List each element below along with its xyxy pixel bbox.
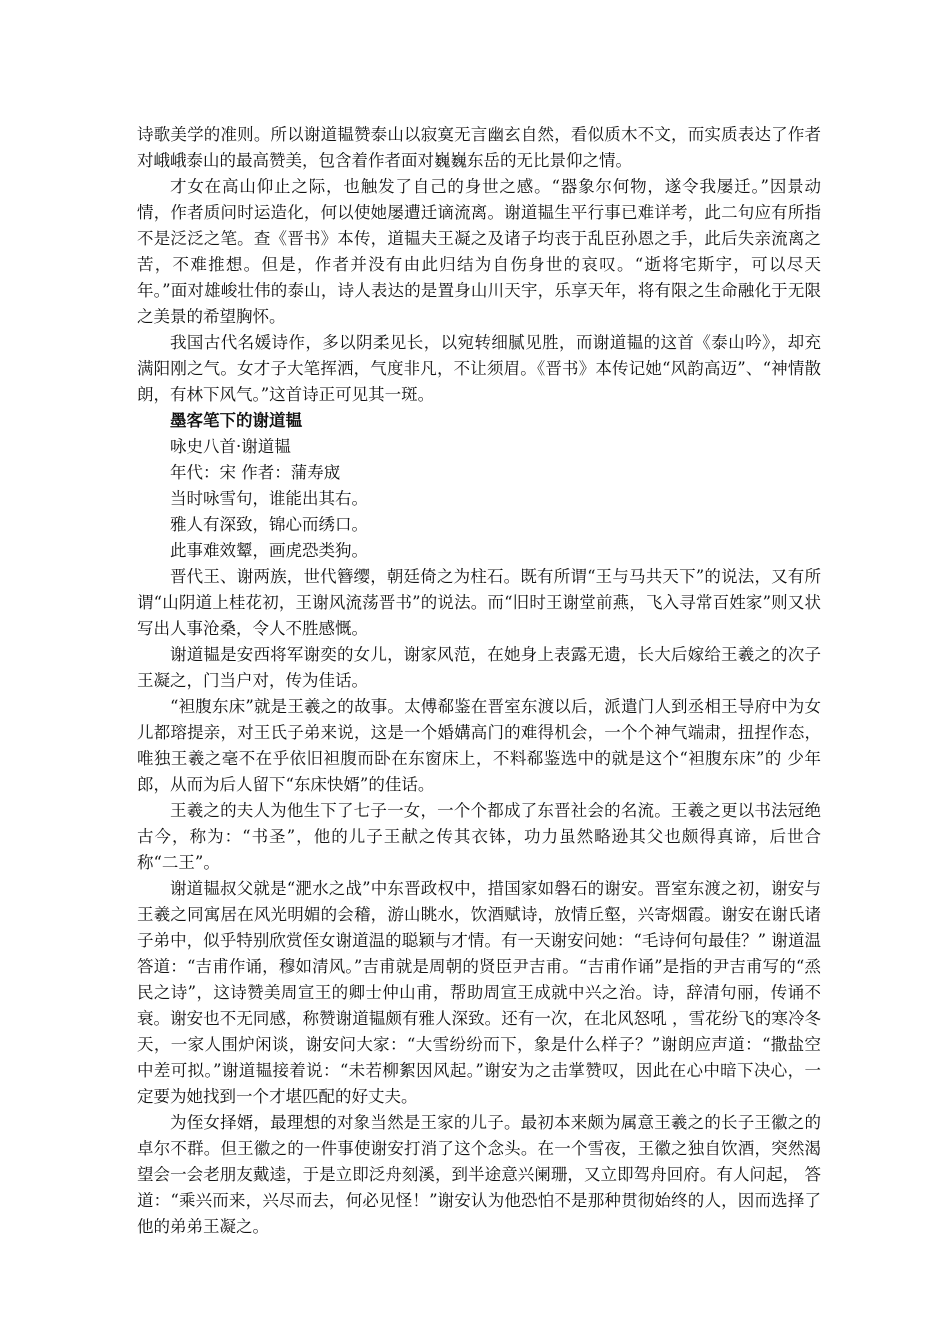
poem-line: 雅人有深致，锦心而绣口。 [170,515,368,534]
poem-line: 当时咏雪句，谁能出其右。 [170,489,368,508]
paragraph: 才女在高山仰止之际，也触发了自己的身世之感。“器象尔何物，遂令我屡迁。”因景动情，作者质问时运造化，何以使她屡遭迁谪流离。谢道韫生平行事已难详考，此二句应有所指不是泛泛之笔。查《晋书》本传，道韫夫王凝之及诸子均丧于乱臣孙恩之手，此后失亲流离之苦，不难推想。但是，作者并没有由此归结为自伤身世的哀叹。“逝将宅斯宇，可以尽天年。”面对雄峻壮伟的泰山，诗人表达的是置身山川天宇，乐享天年，将有限之生命融化于无限之美景的希望胸怀。 [137,177,821,326]
paragraph: 谢道韫是安西将军谢奕的女儿，谢家风范，在她身上表露无遗，长大后嫁给王羲之的次子王凝之，门当户对，传为佳话。 [137,645,821,690]
poem-title: 咏史八首·谢道韫 [170,437,291,456]
paragraph-continuation: 诗歌美学的准则。所以谢道韫赞泰山以寂寞无言幽玄自然，看似质木不文，而实质表达了作者对峨峨泰山的最高赞美，包含着作者面对巍巍东岳的无比景仰之情。 [137,125,821,170]
paragraph: 我国古代名媛诗作，多以阴柔见长，以宛转细腻见胜，而谢道韫的这首《泰山吟》，却充满阳刚之气。女才子大笔挥洒，气度非凡，不让须眉。《晋书》本传记她“风韵高迈”、“神情散朗，有林下风气。”这首诗正可见其一斑。 [137,333,821,404]
poem-line: 此事难效颦，画虎恐类狗。 [170,541,368,560]
article-body [137,122,821,1240]
paragraph: 王羲之的夫人为他生下了七子一女，一个个都成了东晋社会的名流。王羲之更以书法冠绝古今，称为：“书圣”，他的儿子王献之传其衣钵，功力虽然略逊其父也颇得真谛，后世合称“二王”。 [137,801,821,872]
poem-author-line: 年代：宋 作者：蒲寿宬 [170,463,341,482]
section-heading: 墨客笔下的谢道韫 [170,411,302,430]
paragraph: 晋代王、谢两族，世代簪缨，朝廷倚之为柱石。既有所谓“王与马共天下”的说法，又有所谓“山阴道上桂花初，王谢风流荡晋书”的说法。而“旧时王谢堂前燕，飞入寻常百姓家”则又状写出人事沧桑，令人不胜感慨。 [137,567,821,638]
paragraph: 谢道韫叔父就是“淝水之战”中东晋政权中，措国家如磐石的谢安。晋室东渡之初，谢安与王羲之同寓居在风光明媚的会稽，游山眺水，饮酒赋诗，放情丘壑，兴寄烟霞。谢安在谢氏诸子弟中，似乎特别欣赏侄女谢道温的聪颖与才情。有一天谢安问她：“毛诗何句最佳？” 谢道温答道：“吉甫作诵，穆如清风。”吉甫就是周朝的贤臣尹吉甫。“吉甫作诵”是指的尹吉甫写的“烝民之诗”，这诗赞美周宣王的卿士仲山甫，帮助周宣王成就中兴之治。诗，辞清句丽，传诵不衰。谢安也不无同感，称赞谢道韫颇有雅人深致。还有一次，在北风怒吼 ，雪花纷飞的寒冷冬天，一家人围炉闲谈，谢安问大家：“大雪纷纷而下，象是什么样子？”谢朗应声道：“撒盐空中差可拟。”谢道韫接着说：“未若柳絮因风起。”谢安为之击掌赞叹，因此在心中暗下决心，一定要为她找到一个才堪匹配的好丈夫。 [137,879,821,1106]
paragraph: 为侄女择婿，最理想的对象当然是王家的儿子。最初本来颇为属意王羲之的长子王徽之的卓尔不群。但王徽之的一件事使谢安打消了这个念头。在一个雪夜，王徽之独自饮酒，突然渴望会一会老朋友戴逵，于是立即泛舟刻溪，到半途意兴阑珊，又立即驾舟回府。有人问起， 答道：“乘兴而来，兴尽而去，何必见怪！”谢安认为他恐怕不是那种贯彻始终的人，因而选择了他的弟弟王凝之。 [137,1113,821,1236]
paragraph: “袒腹东床”就是王羲之的故事。太傅郗鉴在晋室东渡以后，派遣门人到丞相王导府中为女儿都瑢提亲，对王氏子弟来说，这是一个婚媾高门的难得机会，一个个神气端肃，扭捏作态，唯独王羲之毫不在乎依旧袒腹而卧在东窗床上，不料郗鉴选中的就是这个“袒腹东床”的 少年郎，从而为后人留下“东床快婿”的佳话。 [137,697,821,794]
